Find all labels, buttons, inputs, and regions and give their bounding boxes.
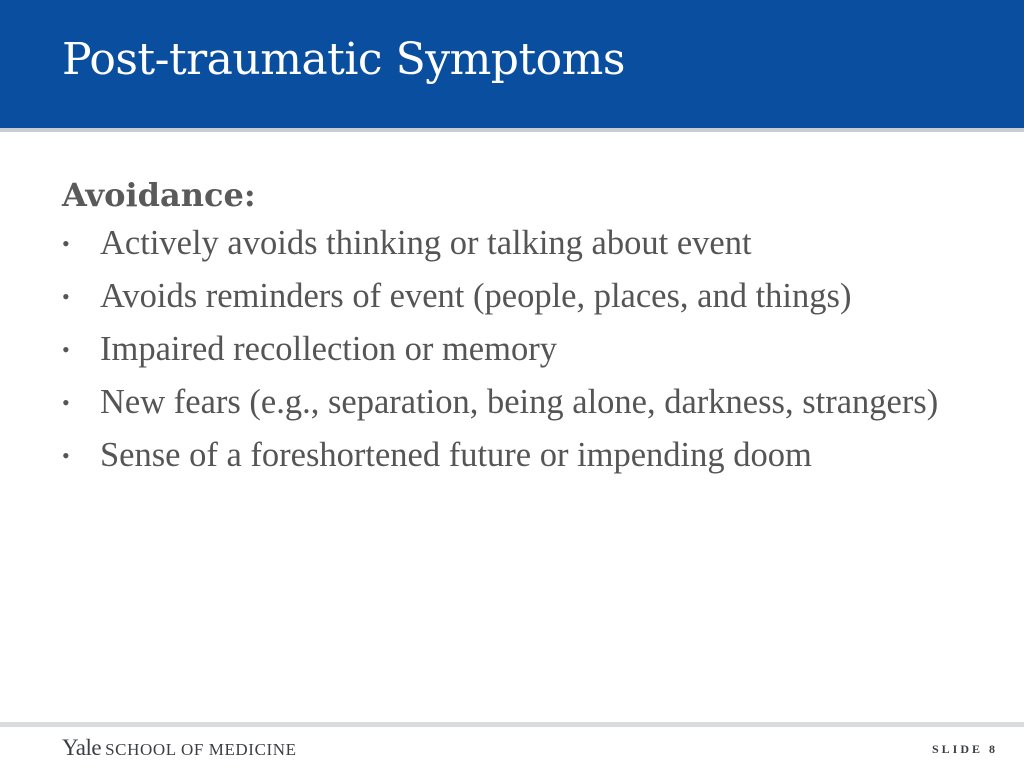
section-heading: Avoidance: [62, 176, 256, 214]
slide-number: SLIDE 8 [931, 742, 998, 756]
bullet-text: Actively avoids thinking or talking about event [100, 224, 752, 262]
bullet-text: Sense of a foreshortened future or impending doom [100, 436, 812, 474]
bullet-icon: • [62, 231, 70, 256]
slide-body [62, 172, 992, 489]
bullet-icon: • [62, 337, 70, 362]
logo-primary: Yale [62, 735, 102, 760]
bullet-item [62, 436, 992, 475]
bullet-item [62, 330, 992, 369]
title-divider [0, 128, 1024, 132]
bullet-item [62, 277, 992, 316]
yale-school-of-medicine-logo [62, 735, 297, 761]
bullet-text: Avoids reminders of event (people, places, and things) [100, 277, 852, 315]
title-bar [0, 0, 1024, 128]
bullet-list [62, 224, 992, 475]
bullet-icon: • [62, 284, 70, 309]
bullet-icon: • [62, 443, 70, 468]
bullet-icon: • [62, 390, 70, 415]
logo-secondary: SCHOOL OF MEDICINE [105, 740, 297, 759]
bullet-text: Impaired recollection or memory [100, 330, 557, 368]
bullet-text: New fears (e.g., separation, being alone, darkness, strangers) [100, 383, 939, 421]
footer-divider [0, 722, 1024, 727]
slide-title: Post-traumatic Symptoms [62, 34, 625, 85]
bullet-item [62, 224, 992, 263]
bullet-item [62, 383, 992, 422]
